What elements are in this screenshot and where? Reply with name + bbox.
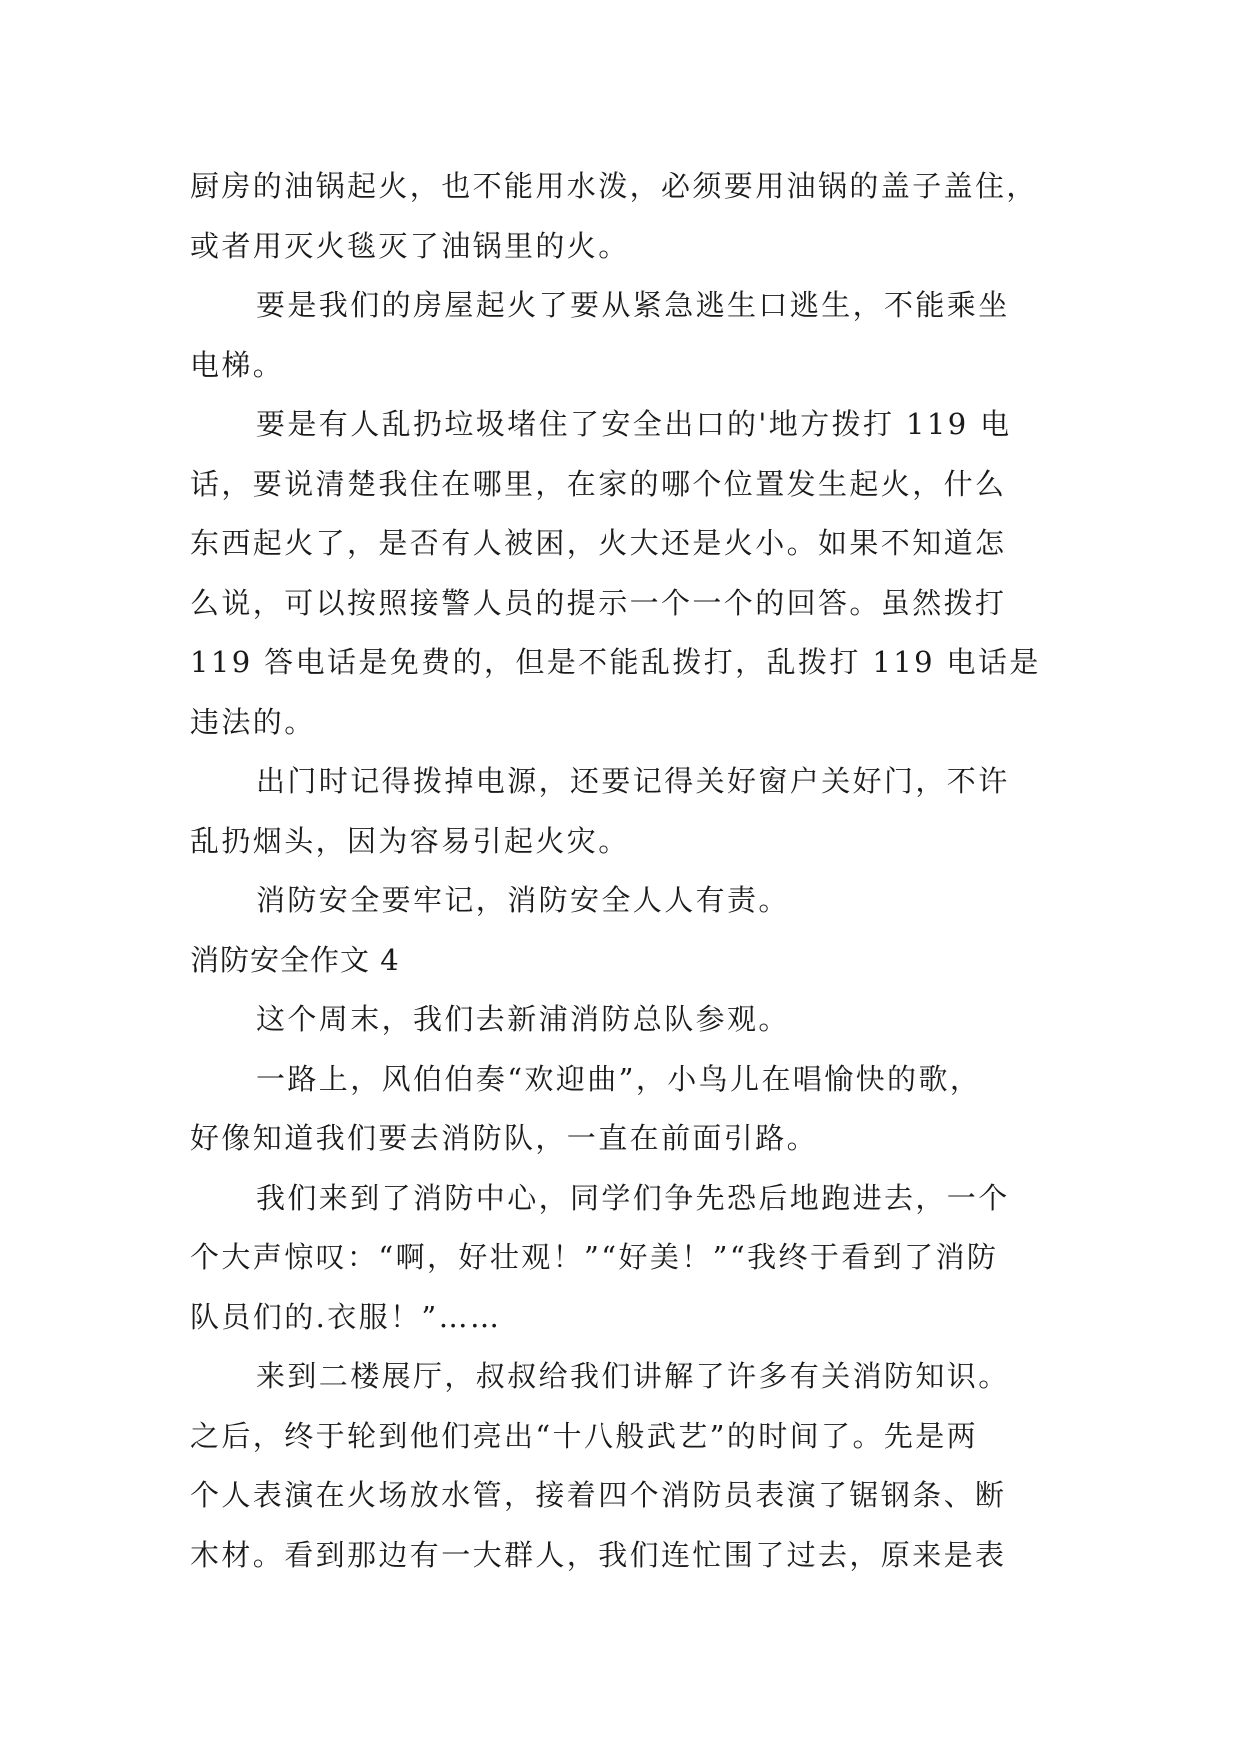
- text-line: 电梯。: [190, 347, 285, 382]
- text-line: 出门时记得拨掉电源，还要记得关好窗户关好门，不许: [256, 764, 1010, 798]
- text-line: 消防安全要牢记，消防安全人人有责。: [256, 883, 790, 917]
- text-line: 东西起火了，是否有人被困，火大还是火小。如果不知道怎: [190, 526, 1007, 560]
- text-line: 个人表演在火场放水管，接着四个消防员表演了锯钢条、断: [190, 1478, 1007, 1512]
- text-line: 来到二楼展厅，叔叔给我们讲解了许多有关消防知识。: [256, 1359, 1010, 1393]
- text-line: 厨房的油锅起火，也不能用水泼，必须要用油锅的盖子盖住，: [190, 169, 1038, 203]
- text-line: 或者用灭火毯灭了油锅里的火。: [190, 228, 630, 263]
- text-line: 要是我们的房屋起火了要从紧急逃生口逃生，不能乘坐: [256, 288, 1010, 322]
- text-line: 要是有人乱扔垃圾堵住了安全出口的'地方拨打 119 电: [256, 407, 1012, 441]
- text-line: 119 答电话是免费的，但是不能乱拨打，乱拨打 119 电话是: [190, 645, 1041, 679]
- text-line: 队员们的.衣服！”……: [190, 1299, 502, 1334]
- text-line: 个大声惊叹：“啊，好壮观！”“好美！”“我终于看到了消防: [190, 1240, 999, 1274]
- text-line: 话，要说清楚我住在哪里，在家的哪个位置发生起火，什么: [190, 466, 1007, 501]
- text-line: 我们来到了消防中心，同学们争先恐后地跑进去，一个: [256, 1180, 1010, 1215]
- text-line: 乱扔烟头，因为容易引起火灾。: [190, 823, 630, 858]
- text-line: 好像知道我们要去消防队，一直在前面引路。: [190, 1121, 819, 1155]
- section-heading: 消防安全作文 4: [190, 942, 400, 977]
- text-line: 一路上，风伯伯奏“欢迎曲”，小鸟儿在唱愉快的歌，: [256, 1061, 982, 1096]
- text-line: 违法的。: [190, 704, 316, 739]
- text-line: 这个周末，我们去新浦消防总队参观。: [256, 1002, 790, 1036]
- text-line: 木材。看到那边有一大群人，我们连忙围了过去，原来是表: [190, 1537, 1007, 1572]
- text-line: 么说，可以按照接警人员的提示一个一个的回答。虽然拨打: [190, 585, 1007, 620]
- document-page: [190, 157, 1052, 1585]
- text-line: 之后，终于轮到他们亮出“十八般武艺”的时间了。先是两: [190, 1418, 979, 1453]
